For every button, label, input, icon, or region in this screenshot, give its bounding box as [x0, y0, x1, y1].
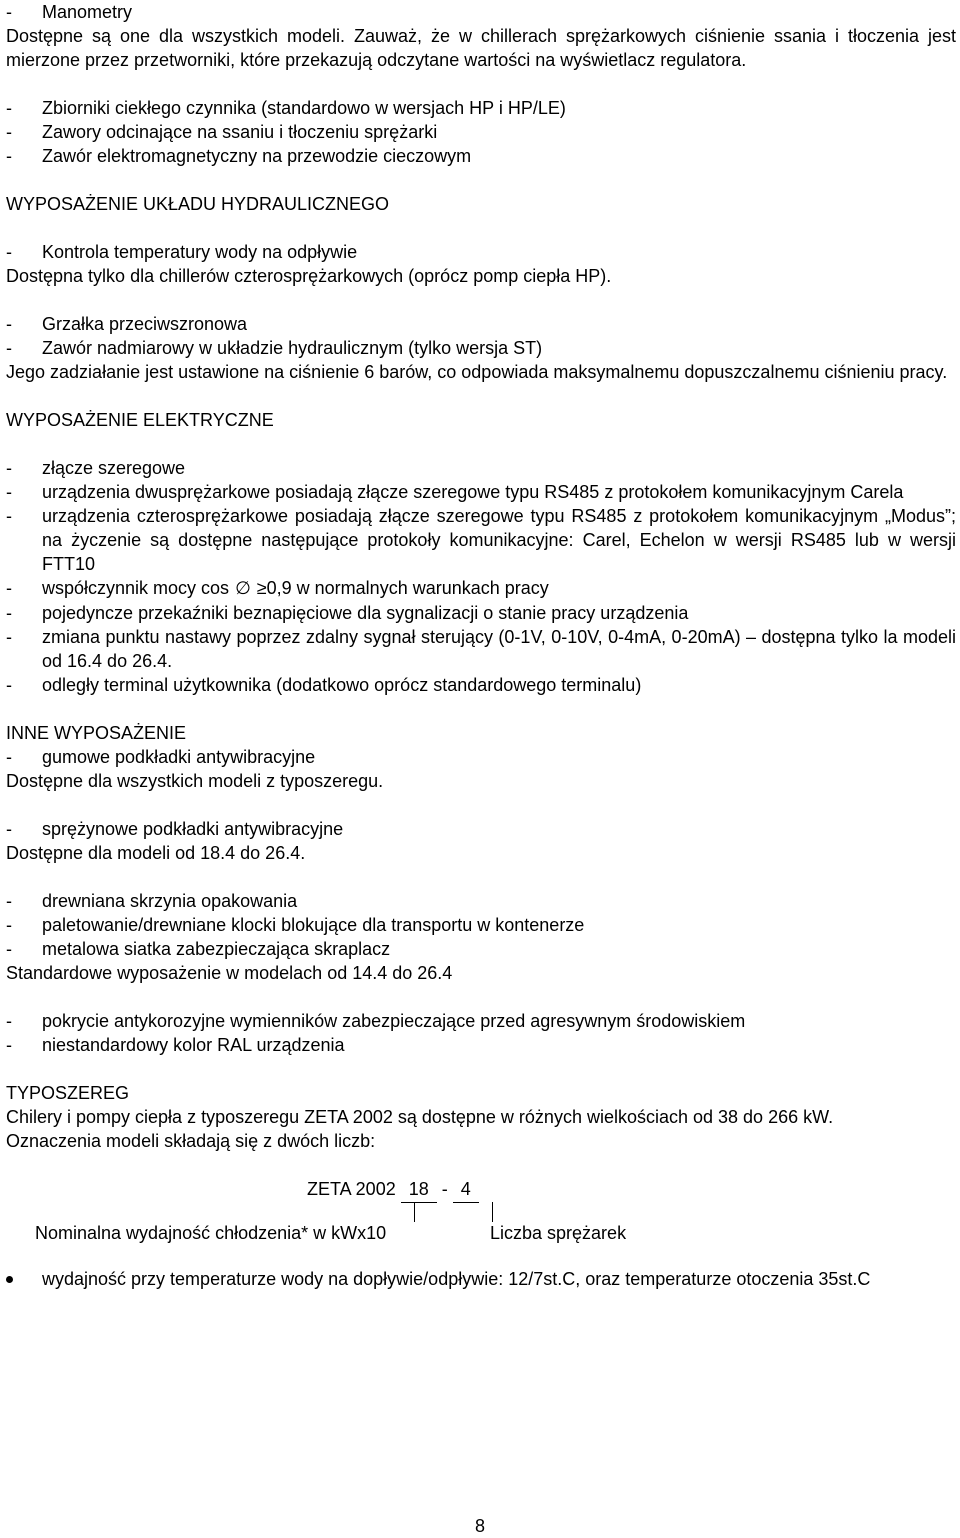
electrical-heading: WYPOSAŻENIE ELEKTRYCZNE [6, 410, 274, 430]
other-text: Standardowe wyposażenie w modelach od 14.4 do 26.4 [6, 963, 453, 983]
other-item: drewniana skrzynia opakowania [42, 891, 298, 911]
list-item [6, 504, 956, 576]
hydraulic-text: Jego zadziałanie jest ustawione na ciśnienie 6 barów, co odpowiada maksymalnemu dopuszczalnemu ciśnieniu pracy. [6, 362, 948, 382]
model-code [307, 1177, 479, 1203]
list-dash: - [6, 338, 12, 358]
list-dash: - [6, 675, 12, 695]
list-item [6, 745, 956, 769]
list-dash: - [6, 939, 12, 959]
electrical-item: pojedyncze przekaźniki beznapięciowe dla sygnalizacji o stanie pracy urządzenia [42, 603, 689, 623]
cos-value: 0,9 w normalnych warunkach pracy [266, 578, 549, 598]
list1-item: Zbiorniki ciekłego czynnika (standardowo w wersjach HP i HP/LE) [42, 98, 566, 118]
connector-line [414, 1202, 415, 1222]
other-text: Dostępne dla modeli od 18.4 do 26.4. [6, 843, 306, 863]
footnote-text: wydajność przy temperaturze wody na dopływie/odpływie: 12/7st.C, oraz temperaturze otoczenia 35st.C [42, 1269, 871, 1289]
model-prefix: ZETA 2002 [307, 1179, 396, 1199]
list-item [6, 1033, 956, 1057]
list-item [6, 336, 956, 360]
list-item [6, 625, 956, 673]
list-item [6, 312, 956, 336]
list-item [6, 120, 956, 144]
list-item [6, 673, 956, 697]
list-item [6, 144, 956, 168]
list-dash: - [6, 146, 12, 166]
other-item: pokrycie antykorozyjne wymienników zabezpieczające przed agresywnym środowiskiem [42, 1011, 746, 1031]
hydraulic-heading: WYPOSAŻENIE UKŁADU HYDRAULICZNEGO [6, 194, 390, 214]
list1-item: Zawory odcinające na ssaniu i tłoczeniu sprężarki [42, 122, 438, 142]
other-text: Dostępne dla wszystkich modeli z typoszeregu. [6, 771, 384, 791]
list-item [6, 1009, 956, 1033]
footnote-bullet [6, 1267, 956, 1291]
list-dash: - [6, 122, 12, 142]
series-text: Oznaczenia modeli składają się z dwóch liczb: [6, 1131, 376, 1151]
model-separator: - [441, 1179, 448, 1199]
other-item: niestandardowy kolor RAL urządzenia [42, 1035, 345, 1055]
list-item [6, 576, 956, 601]
electrical-item: urządzenia dwusprężarkowe posiadają złącze szeregowe typu RS485 z protokołem komunikacyjnym Carela [42, 482, 904, 502]
list1-item: Zawór elektromagnetyczny na przewodzie cieczowym [42, 146, 472, 166]
list-dash: - [6, 1011, 12, 1031]
electrical-item: odległy terminal użytkownika (dodatkowo oprócz standardowego terminalu) [42, 675, 642, 695]
list-item [6, 913, 956, 937]
list-dash: - [6, 747, 12, 767]
list-dash: - [6, 1035, 12, 1055]
greater-equal-symbol: ≥ [256, 578, 267, 598]
diameter-symbol: ∅ [235, 578, 251, 599]
list-dash: - [6, 891, 12, 911]
electrical-item: urządzenia czterosprężarkowe posiadają złącze szeregowe typu RS485 z protokołem komunikacyjnym „Modus”; na życzenie są dostępne następujące protokoły komunikacyjne: Carel, Echelon w wersji RS485 lub w wersji FTT10 [42, 506, 956, 574]
list-item [6, 96, 956, 120]
hydraulic-item: Kontrola temperatury wody na odpływie [42, 242, 358, 262]
hydraulic-item: Zawór nadmiarowy w układzie hydraulicznym (tylko wersja ST) [42, 338, 543, 358]
list-dash: - [6, 819, 12, 839]
list-dash: - [6, 2, 12, 22]
list-item [6, 456, 956, 480]
other-item: sprężynowe podkładki antywibracyjne [42, 819, 344, 839]
list-item [6, 480, 956, 504]
list-item [6, 889, 956, 913]
manometry-text: Dostępne są one dla wszystkich modeli. Zauważ, że w chillerach sprężarkowych ciśnienie ssania i tłoczenia jest mierzone przez przetworniki, które przekazują odczytane wartości na wyświetlacz regulatora. [6, 26, 956, 70]
other-item: gumowe podkładki antywibracyjne [42, 747, 316, 767]
capacity-caption: Nominalna wydajność chłodzenia* w kWx10 [35, 1223, 387, 1243]
list-dash: - [6, 242, 12, 262]
list-item [6, 937, 956, 961]
hydraulic-text: Dostępna tylko dla chillerów czterosprężarkowych (oprócz pomp ciepła HP). [6, 266, 612, 286]
list-dash: - [6, 506, 12, 526]
series-text: Chilery i pompy ciepła z typoszeregu ZETA 2002 są dostępne w różnych wielkościach od 38 do 266 kW. [6, 1107, 834, 1127]
list-dash: - [6, 482, 12, 502]
compressor-caption: Liczba sprężarek [490, 1223, 627, 1243]
list-dash: - [6, 314, 12, 334]
other-item: metalowa siatka zabezpieczająca skraplacz [42, 939, 391, 959]
list-dash: - [6, 98, 12, 118]
list-item [6, 601, 956, 625]
bullet-dot-icon [6, 1276, 13, 1283]
series-heading: TYPOSZEREG [6, 1083, 130, 1103]
model-capacity-number: 18 [401, 1177, 437, 1203]
document-page [6, 0, 956, 1291]
other-item: paletowanie/drewniane klocki blokujące dla transportu w kontenerze [42, 915, 585, 935]
list-dash: - [6, 458, 12, 478]
list-item [6, 817, 956, 841]
electrical-item: zmiana punktu nastawy poprzez zdalny sygnał sterujący (0-1V, 0-10V, 0-4mA, 0-20mA) – dostępna tylko la modeli od 16.4 do 26.4. [42, 627, 956, 671]
electrical-item: złącze szeregowe [42, 458, 186, 478]
manometry-item: Manometry [42, 2, 133, 22]
connector-line [492, 1202, 493, 1222]
hydraulic-item: Grzałka przeciwszronowa [42, 314, 248, 334]
list-dash: - [6, 627, 12, 647]
model-designation-diagram [6, 1177, 956, 1243]
list-dash: - [6, 603, 12, 623]
list-item [6, 0, 956, 24]
list-item [6, 240, 956, 264]
list-dash: - [6, 915, 12, 935]
other-heading: INNE WYPOSAŻENIE [6, 723, 187, 743]
model-compressor-number: 4 [453, 1177, 479, 1203]
list-dash: - [6, 578, 12, 598]
page-number: 8 [474, 1516, 485, 1536]
cos-label: współczynnik mocy cos [42, 578, 230, 598]
